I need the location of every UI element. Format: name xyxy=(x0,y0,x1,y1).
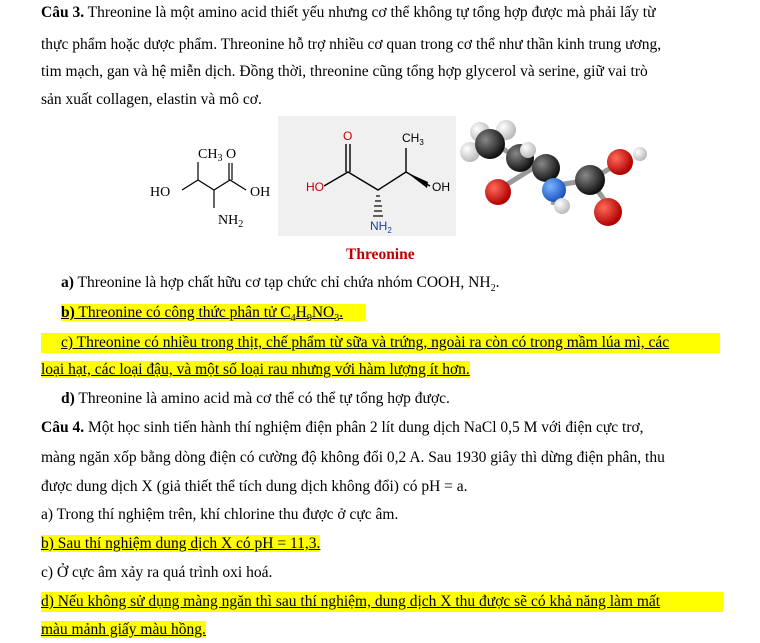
stereo-ho: HO xyxy=(306,180,324,194)
q3-option-d-label: d) xyxy=(61,390,75,407)
stereo-nh2: $NH_2$ xyxy=(370,219,392,235)
formula-part-2: H xyxy=(295,304,307,321)
q3-option-a xyxy=(61,273,499,299)
q3-option-d-text: Threonine là amino acid mà cơ thể có thể tự tổng hợp được. xyxy=(74,390,450,407)
threonine-formula-stereo xyxy=(278,116,456,236)
q4-option-d-line-2 xyxy=(41,620,206,640)
q4-title: Câu 4. xyxy=(41,419,85,436)
q4-intro-text-1: Một học sinh tiến hành thí nghiệm điện phân 2 lít dung dịch NaCl 0,5 M với điện cực trơ, xyxy=(84,419,644,436)
stereo-oh: OH xyxy=(432,180,450,194)
q3-intro-line-3: tim mạch, gan và hệ miễn dịch. Đồng thời, threonine cũng tổng hợp glycerol và serine, giữ vai trò xyxy=(41,63,648,80)
q3-option-d xyxy=(61,389,450,409)
q4-option-a: a) Trong thí nghiệm trên, khí chlorine thu được ở cực âm. xyxy=(41,506,399,523)
q3-intro-line-2: thực phẩm hoặc dược phẩm. Threonine hỗ trợ nhiều cơ quan trong cơ thể như thần kinh trung ương, xyxy=(41,36,662,53)
q3-option-c-line-1 xyxy=(41,333,720,353)
q3-option-b-label: b) xyxy=(61,304,75,321)
q3-option-b-highlight xyxy=(61,304,365,325)
q4-option-b xyxy=(41,534,320,554)
q3-option-b-text: Threonine có công thức phân tử C xyxy=(74,304,291,321)
ball-and-stick-model xyxy=(458,120,648,235)
q3-intro-line-4: sản xuất collagen, elastin và mô cơ. xyxy=(41,91,262,108)
q3-intro-line-1 xyxy=(41,3,656,23)
formula-sub-1: 4 xyxy=(290,313,296,325)
formula-sub-3: 3 xyxy=(334,313,340,325)
stereo-ch3: $CH_3$ xyxy=(402,131,424,147)
left-oh: OH xyxy=(250,185,271,200)
skeletal-formula-stereo xyxy=(278,116,456,236)
q4-intro-line-2: màng ngăn xốp bằng dòng điện có cường độ không đổi 0,2 A. Sau 1930 giây thì dừng điện phân, thu xyxy=(41,449,665,466)
q4-intro-line-3: được dung dịch X (giả thiết thể tích dung dịch không đổi) có pH = a. xyxy=(41,478,468,495)
q3-option-a-sub: 2 xyxy=(490,283,496,295)
q3-option-c-line-2 xyxy=(41,360,470,380)
threonine-formula-left xyxy=(150,130,290,235)
figure-caption: Threonine xyxy=(346,246,415,263)
left-nh2: $NH_2$ xyxy=(218,213,244,230)
skeletal-formula-left xyxy=(150,130,290,235)
threonine-ball-stick-model xyxy=(458,120,648,235)
q4-intro-line-1 xyxy=(41,418,644,438)
stereo-o: O xyxy=(343,129,353,143)
left-ch3: $CH_3$ xyxy=(198,147,223,164)
q4-option-c: c) Ở cực âm xảy ra quá trình oxi hoá. xyxy=(41,564,273,581)
q3-option-b xyxy=(61,303,365,329)
left-o: O xyxy=(226,147,237,162)
formula-part-3: NO xyxy=(311,304,335,321)
q3-option-a-end: . xyxy=(495,274,500,291)
q3-option-a-label: a) xyxy=(61,274,74,291)
q3-option-c-text-1: c) Threonine có nhiều trong thịt, chế phẩm từ sữa và trứng, ngoài ra còn có trong mầm lúa mì, các xyxy=(41,333,720,353)
q4-option-d-text-1: d) Nếu không sử dụng màng ngăn thì sau thí nghiệm, dung dịch X thu được sẽ có khả năng làm mất xyxy=(41,592,723,612)
q3-option-a-text: Threonine là hợp chất hữu cơ tạp chức chỉ chứa nhóm COOH, NH xyxy=(73,274,491,291)
q3-intro-text-1: Threonine là một amino acid thiết yếu nhưng cơ thể không tự tổng hợp được mà phải lấy từ xyxy=(84,4,656,21)
q4-option-d-line-1 xyxy=(41,592,723,612)
q4-option-b-text: b) Sau thí nghiệm dung dịch X có pH = 11,3. xyxy=(41,535,321,552)
q3-option-c-text-2: loại hạt, các loại đậu, và một số loại rau nhưng với hàm lượng ít hơn. xyxy=(41,361,470,378)
q4-option-d-text-2: màu mảnh giấy màu hồng. xyxy=(41,621,206,638)
formula-sub-2: 9 xyxy=(306,313,312,325)
q3-title: Câu 3. xyxy=(41,4,85,21)
q3-option-b-end: . xyxy=(339,304,344,321)
left-ho: HO xyxy=(150,185,171,200)
